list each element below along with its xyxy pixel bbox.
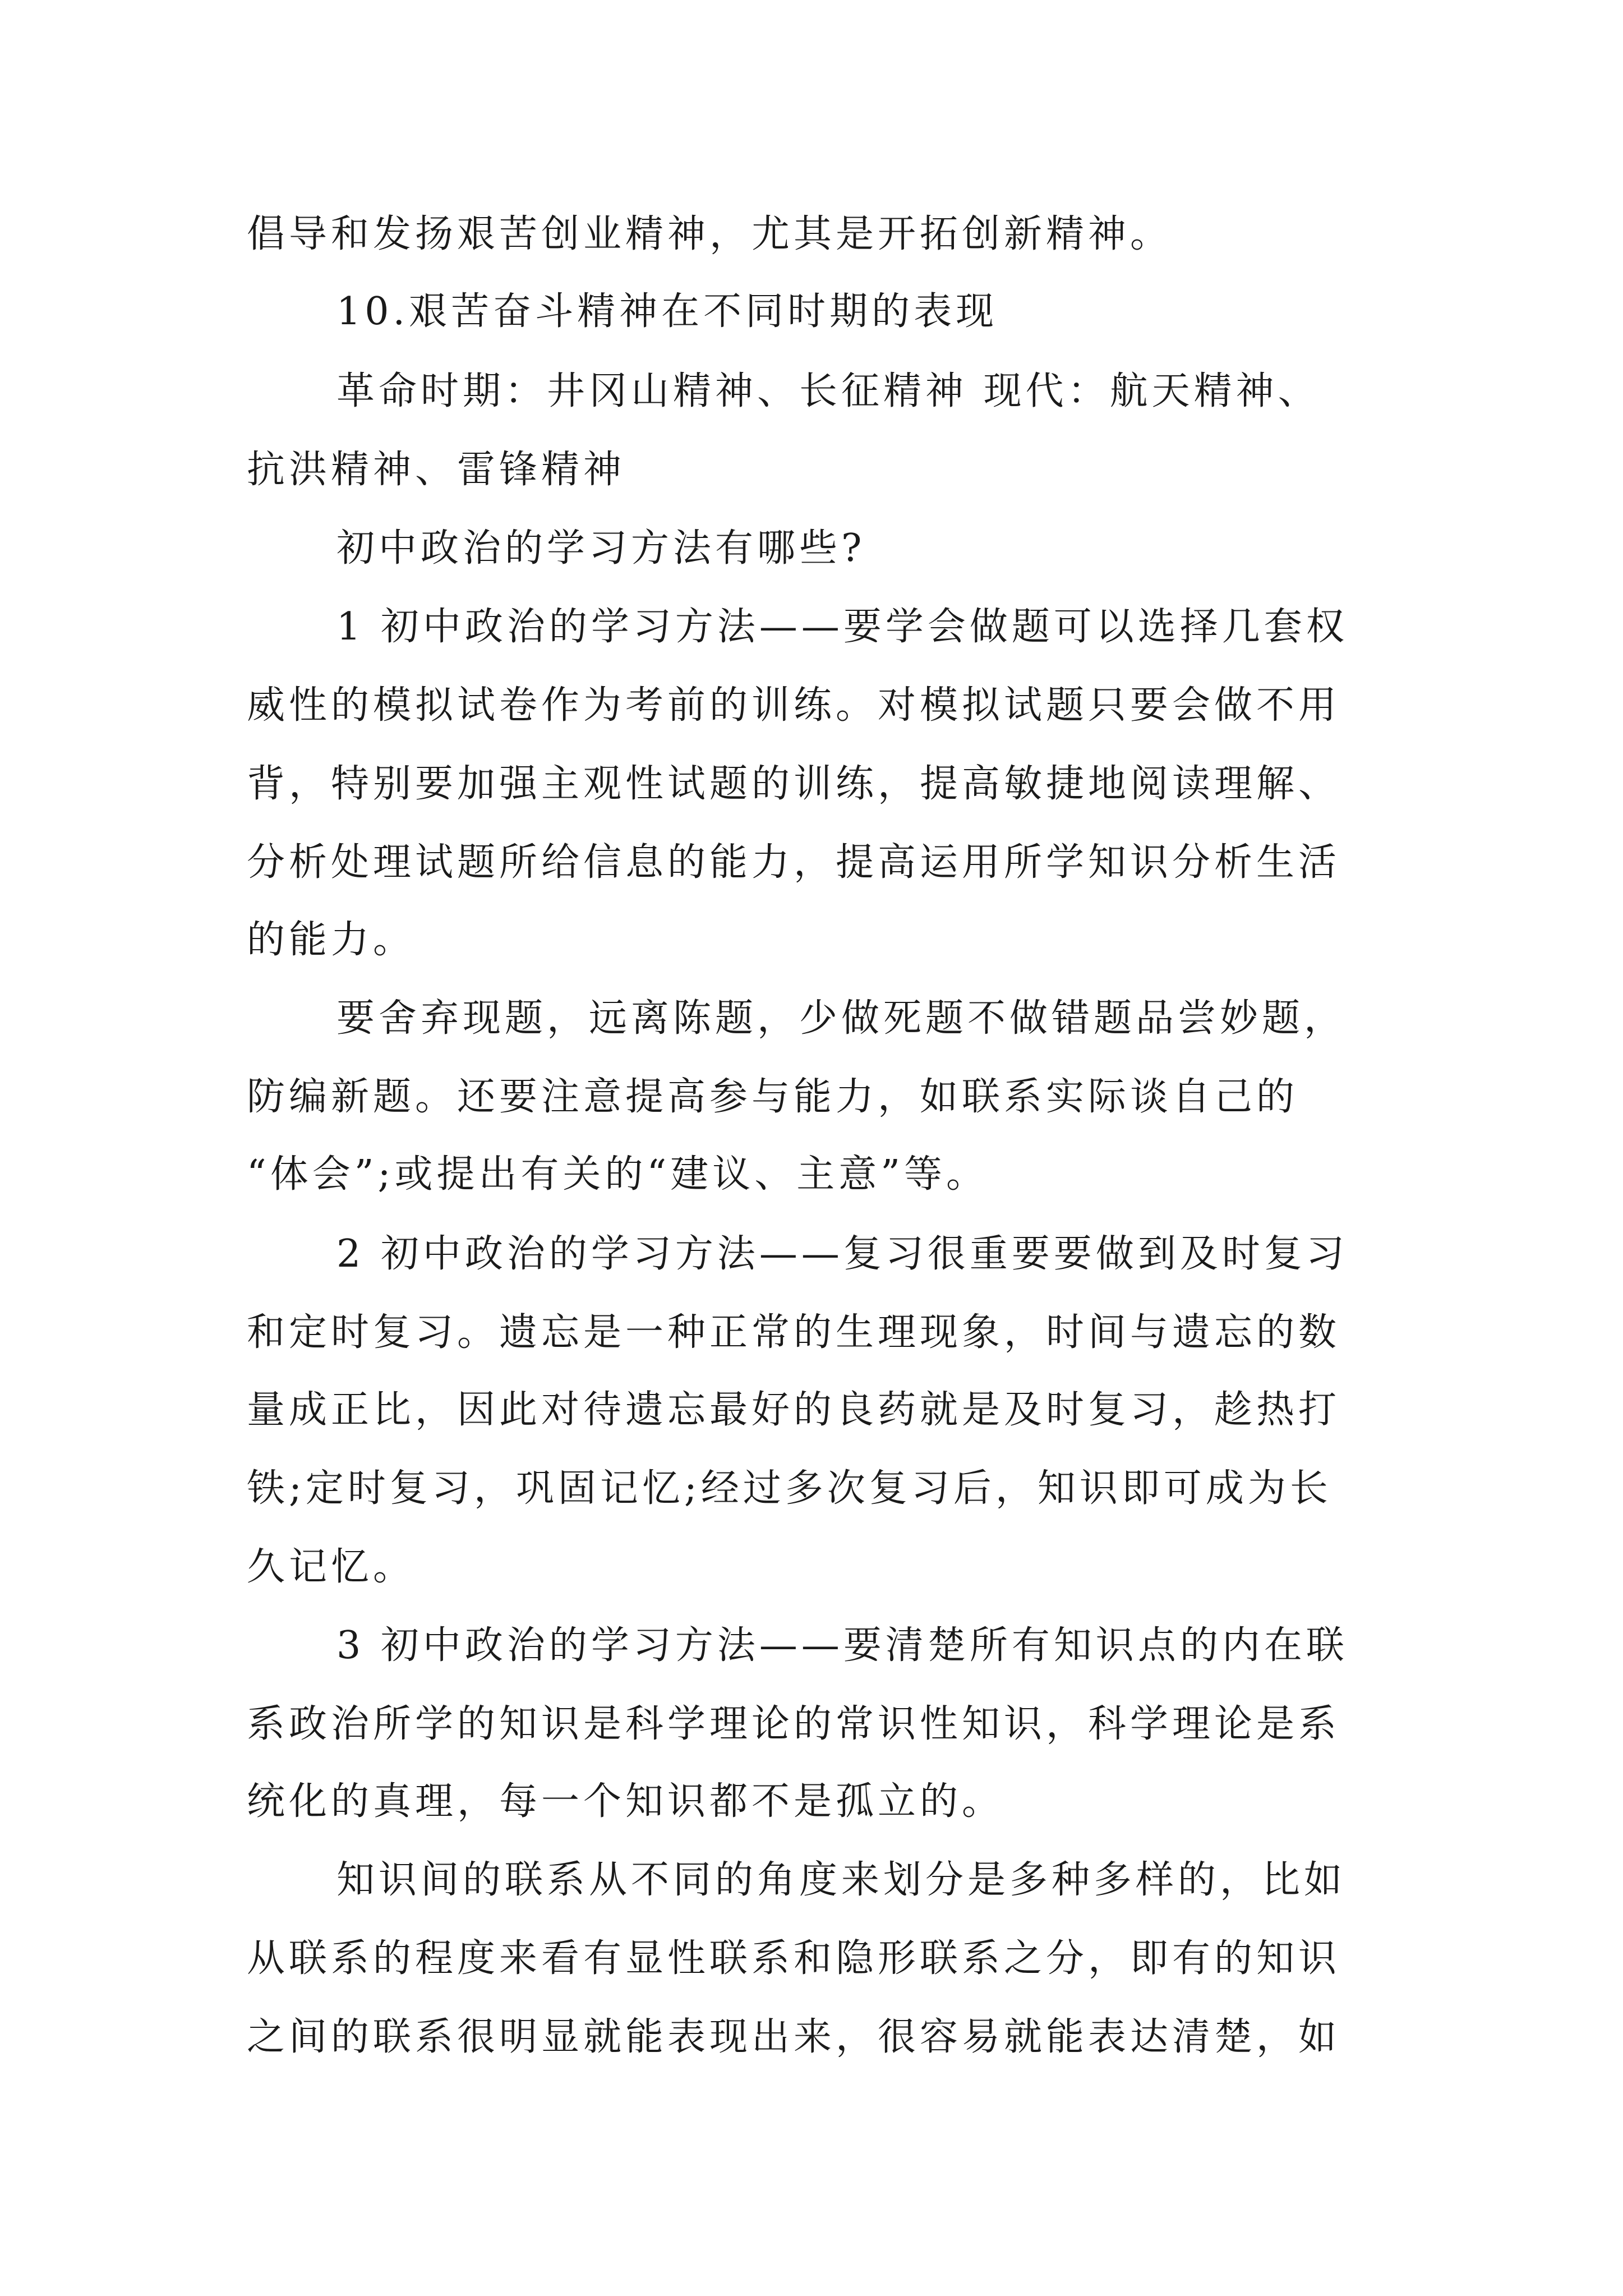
text-line: 要舍弃现题，远离陈题，少做死题不做错题品尝妙题， — [336, 996, 1347, 1041]
text-line: 统化的真理，每一个知识都不是孤立的。 — [247, 1779, 1004, 1824]
text-line: 久记忆。 — [247, 1545, 416, 1589]
text-line: 威性的模拟试卷作为考前的训练。对模拟试题只要会做不用 — [247, 683, 1341, 728]
text-line: 从联系的程度来看有显性联系和隐形联系之分，即有的知识 — [247, 1936, 1341, 1981]
text-line: 革命时期：井冈山精神、长征精神 现代：航天精神、 — [336, 369, 1320, 413]
text-line: 和定时复习。遗忘是一种正常的生理现象，时间与遗忘的数 — [247, 1310, 1341, 1355]
text-line: 量成正比，因此对待遗忘最好的良药就是及时复习，趁热打 — [247, 1388, 1341, 1432]
text-line: 系政治所学的知识是科学理论的常识性知识，科学理论是系 — [247, 1702, 1341, 1746]
text-line: 分析处理试题所给信息的能力，提高运用所学知识分析生活 — [247, 840, 1341, 885]
text-line: 3 初中政治的学习方法——要清楚所有知识点的内在联 — [336, 1623, 1348, 1668]
text-line: 背，特别要加强主观性试题的训练，提高敏捷地阅读理解、 — [247, 762, 1341, 806]
text-line: 知识间的联系从不同的角度来划分是多种多样的，比如 — [336, 1858, 1347, 1902]
text-line: 铁;定时复习，巩固记忆;经过多次复习后，知识即可成为长 — [247, 1466, 1332, 1511]
text-line: 倡导和发扬艰苦创业精神，尤其是开拓创新精神。 — [247, 212, 1173, 256]
text-line: 的能力。 — [247, 918, 416, 962]
question-heading: 初中政治的学习方法有哪些? — [336, 526, 866, 570]
text-line: 防编新题。还要注意提高参与能力，如联系实际谈自己的 — [247, 1075, 1299, 1119]
section-heading: 10.艰苦奋斗精神在不同时期的表现 — [336, 289, 998, 334]
text-line: 1 初中政治的学习方法——要学会做题可以选择几套权 — [336, 605, 1348, 649]
text-line: “体会”;或提出有关的“建议、主意”等。 — [247, 1152, 988, 1197]
text-line: 抗洪精神、雷锋精神 — [247, 448, 626, 492]
text-line: 2 初中政治的学习方法——复习很重要要做到及时复习 — [336, 1232, 1348, 1276]
text-line: 之间的联系很明显就能表现出来，很容易就能表达清楚，如 — [247, 2015, 1341, 2059]
